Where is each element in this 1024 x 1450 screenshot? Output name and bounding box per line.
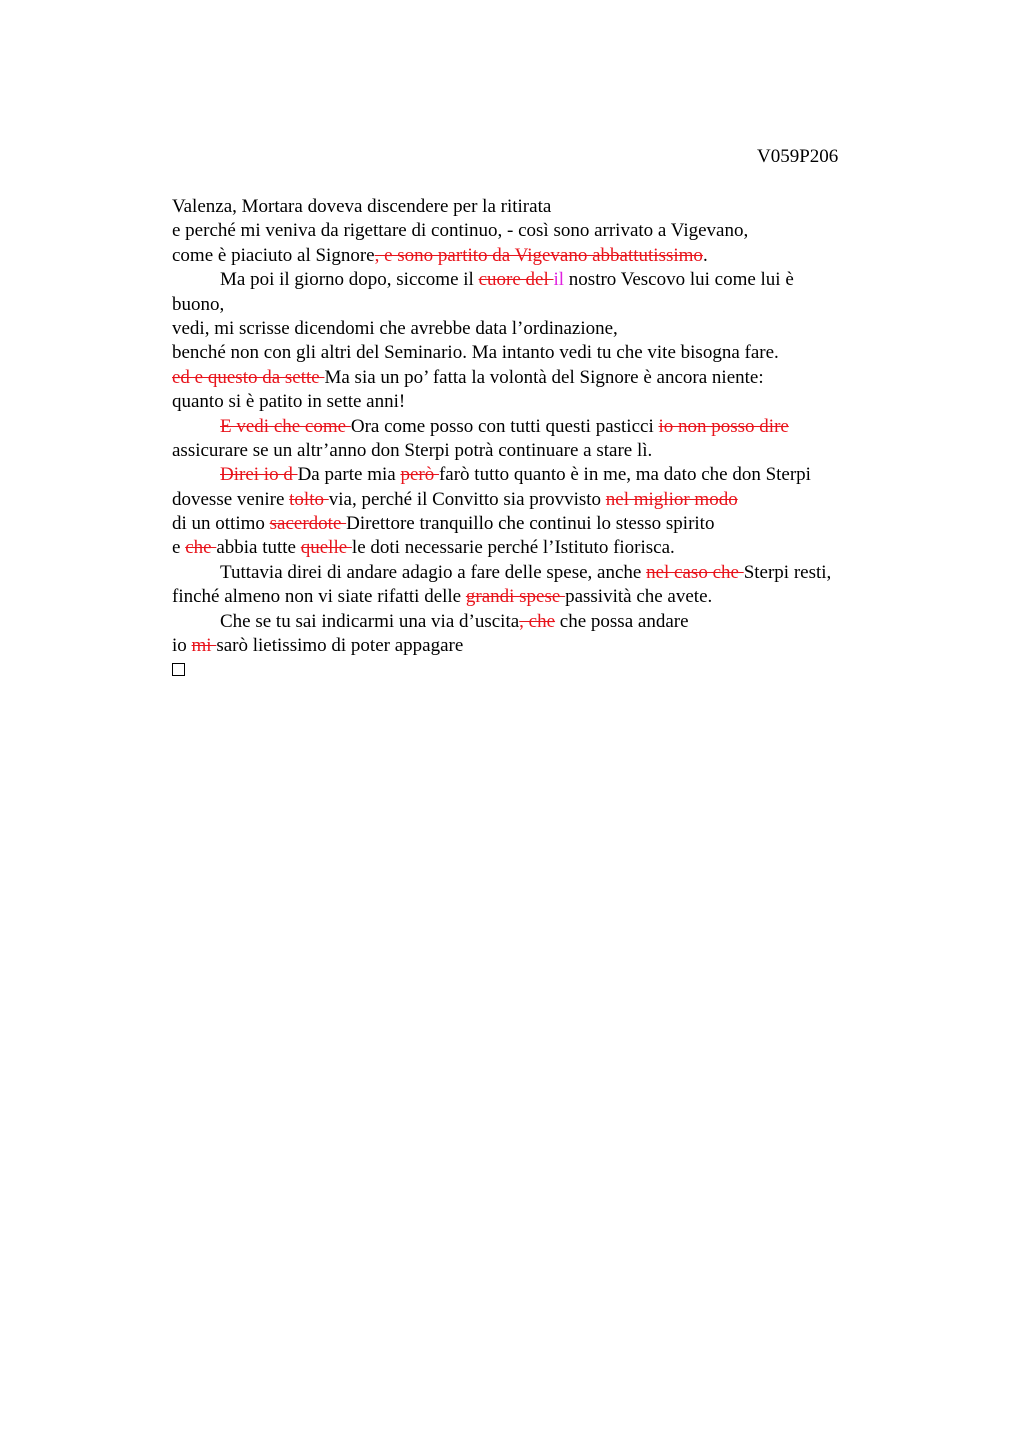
text-segment: abbia tutte xyxy=(216,537,301,559)
deleted-text: E vedi che come xyxy=(220,415,351,437)
text-line xyxy=(172,195,892,219)
text-line xyxy=(172,512,892,536)
text-segment: . xyxy=(702,244,708,266)
text-segment: sarò lietissimo di poter appagare xyxy=(216,635,464,657)
text-segment: via, perché il Convitto sia provvisto xyxy=(328,488,606,510)
deleted-text: cuore del xyxy=(478,269,554,291)
deleted-text: , e sono partito da Vigevano abbattutissimo xyxy=(374,244,703,266)
text-line xyxy=(172,219,892,243)
deleted-text: nel miglior modo xyxy=(605,488,738,510)
text-segment: Ma sia un po’ fatta la volontà del Signore è ancora niente: xyxy=(324,366,764,388)
text-line xyxy=(172,463,892,487)
text-line xyxy=(172,634,892,658)
text-segment: finché almeno non vi siate rifatti delle xyxy=(172,586,466,608)
deleted-text: sacerdote xyxy=(269,513,347,535)
text-line xyxy=(172,317,892,341)
text-segment: Che se tu sai indicarmi una via d’uscita xyxy=(220,610,520,632)
text-segment: Da parte mia xyxy=(297,464,401,486)
deleted-text: ed e questo da sette xyxy=(172,366,325,388)
deleted-text: mi xyxy=(191,635,217,657)
text-line xyxy=(172,366,892,390)
deleted-text: tolto xyxy=(289,488,329,510)
text-segment: dovesse venire xyxy=(172,488,290,510)
deleted-text: quelle xyxy=(300,537,352,559)
text-segment: nostro Vescovo lui come lui è xyxy=(564,269,794,291)
deleted-text: io non posso dire xyxy=(658,415,789,437)
text-segment: io xyxy=(172,635,192,657)
page-id: V059P206 xyxy=(757,146,839,167)
text-segment: e perché mi veniva da rigettare di continuo, - così sono arrivato a Vigevano, xyxy=(172,220,749,242)
text-line xyxy=(172,439,892,463)
inserted-text: il xyxy=(553,269,565,291)
text-segment: Valenza, Mortara doveva discendere per la ritirata xyxy=(172,196,552,217)
text-line xyxy=(172,536,892,560)
square-box-icon xyxy=(172,663,185,676)
text-line xyxy=(172,293,892,317)
letter-body xyxy=(172,195,892,683)
text-line xyxy=(172,585,892,609)
text-segment: Sterpi resti, xyxy=(743,561,832,583)
text-segment: come è piaciuto al Signore xyxy=(172,244,375,266)
text-line xyxy=(172,415,892,439)
text-line xyxy=(172,390,892,414)
deleted-text: però xyxy=(400,464,439,486)
text-line xyxy=(172,268,892,292)
text-segment: farò tutto quanto è in me, ma dato che don Sterpi xyxy=(438,464,811,486)
deleted-text: Direi io d xyxy=(220,464,298,486)
text-segment: benché non con gli altri del Seminario. Ma intanto vedi tu che vite bisogna fare. xyxy=(172,342,779,364)
text-segment: di un ottimo xyxy=(172,513,270,535)
deleted-text: nel caso che xyxy=(646,561,744,583)
deleted-text: , che xyxy=(519,610,556,632)
text-segment: passività che avete. xyxy=(565,586,713,608)
text-segment: che possa andare xyxy=(555,610,689,632)
deleted-text: grandi spese xyxy=(465,586,566,608)
text-segment: Tuttavia direi di andare adagio a fare delle spese, anche xyxy=(220,561,647,583)
text-line xyxy=(172,244,892,268)
text-segment: quanto si è patito in sette anni! xyxy=(172,391,406,413)
text-segment: Direttore tranquillo che continui lo stesso spirito xyxy=(346,513,715,535)
text-segment: vedi, mi scrisse dicendomi che avrebbe data l’ordinazione, xyxy=(172,317,618,339)
deleted-text: che xyxy=(185,537,217,559)
text-line xyxy=(172,610,892,634)
text-segment: buono, xyxy=(172,293,225,315)
text-segment: e xyxy=(172,537,186,559)
end-mark-line xyxy=(172,658,892,682)
text-line xyxy=(172,488,892,512)
text-line xyxy=(172,341,892,365)
text-segment: Ora come posso con tutti questi pasticci xyxy=(350,415,659,437)
text-segment: assicurare se un altr’anno don Sterpi potrà continuare a stare lì. xyxy=(172,439,653,461)
text-segment: le doti necessarie perché l’Istituto fiorisca. xyxy=(351,537,675,559)
text-segment: Ma poi il giorno dopo, siccome il xyxy=(220,269,479,291)
text-line xyxy=(172,561,892,585)
